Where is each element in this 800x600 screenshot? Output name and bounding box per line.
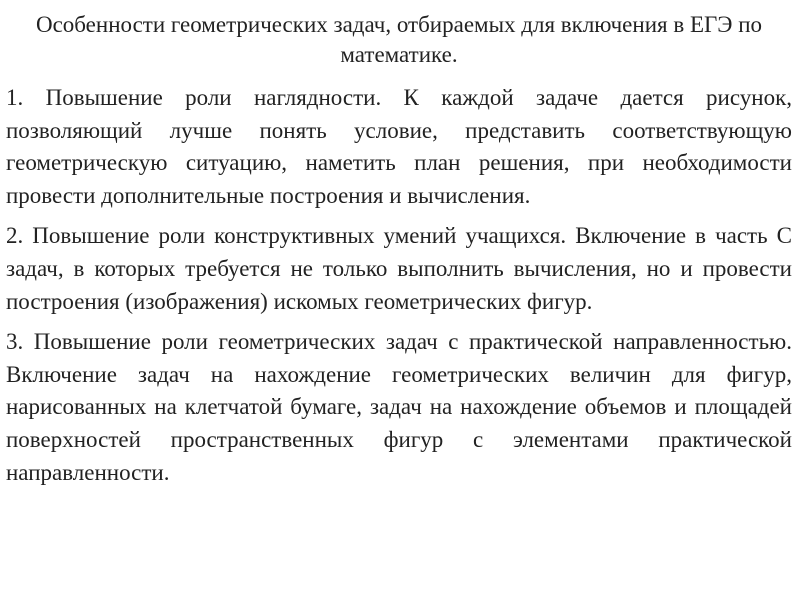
paragraph-constructive-skills: 2. Повышение роли конструктивных умений учащихся. Включение в часть С задач, в которых требуется не только выполнить вычисления, но и провести построения (изображения) искомых геометрических фигур. bbox=[6, 223, 792, 314]
slide bbox=[6, 4, 792, 596]
slide-title: Особенности геометрических задач, отбираемых для включения в ЕГЭ по математике. bbox=[35, 12, 763, 67]
paragraph-visual-clarity: 1. Повышение роли наглядности. К каждой задаче дается рисунок, позволяющий лучше понять условие, представить соответствующую геометрическую ситуацию, наметить план решения, при необходимости провести дополнительные построения и вычисления. bbox=[6, 85, 792, 208]
paragraph-practical-orientation: 3. Повышение роли геометрических задач с практической направленностью. Включение задач на нахождение геометрических величин для фигур, нарисованных на клетчатой бумаге, задач на нахождение объемов и площадей поверхностей пространственных фигур с элементами практической направленности. bbox=[6, 329, 792, 485]
